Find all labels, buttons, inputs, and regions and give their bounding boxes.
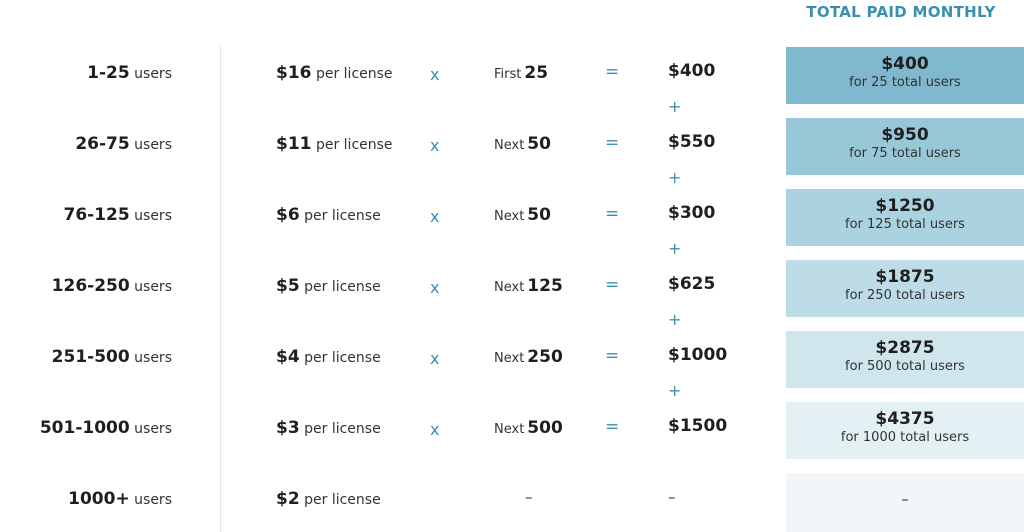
- monthly-total-amount: $1250: [875, 196, 935, 216]
- license-price: [276, 63, 393, 83]
- per-license-label: per license: [315, 137, 393, 153]
- license-quantity: [494, 205, 551, 225]
- license-price-value: $5: [276, 276, 300, 296]
- quantity-word: Next: [494, 138, 525, 153]
- user-range-value: 501-1000: [39, 418, 130, 438]
- monthly-total-amount: $1875: [875, 267, 935, 287]
- plus-sign: +: [668, 97, 682, 116]
- monthly-total-note: for 1000 total users: [840, 430, 970, 445]
- users-label: users: [134, 421, 172, 437]
- license-quantity: [494, 63, 548, 83]
- license-price: [276, 347, 381, 367]
- license-price: [276, 276, 381, 296]
- pricing-tier-row: [0, 402, 1024, 474]
- monthly-total-cell: [786, 189, 1024, 246]
- multiply-sign: x: [430, 420, 440, 439]
- multiply-sign: x: [430, 207, 440, 226]
- user-range-value: 26-75: [75, 134, 130, 154]
- license-quantity: [494, 418, 563, 438]
- quantity-dash: –: [525, 488, 533, 506]
- tier-subtotal: $1500: [668, 416, 728, 436]
- user-range-value: 251-500: [51, 347, 130, 367]
- monthly-total-note: for 250 total users: [845, 288, 965, 303]
- quantity-word: Next: [494, 351, 525, 366]
- per-license-label: per license: [304, 279, 381, 295]
- users-label: users: [134, 66, 172, 82]
- license-price-value: $2: [276, 489, 300, 509]
- license-quantity: [494, 347, 563, 367]
- quantity-number: 50: [527, 134, 551, 154]
- users-label: users: [134, 350, 172, 366]
- quantity-word: Next: [494, 209, 525, 224]
- tier-subtotal: $400: [668, 61, 716, 81]
- monthly-total-note: for 75 total users: [849, 146, 961, 161]
- monthly-total-amount: $2875: [875, 338, 935, 358]
- plus-sign: +: [668, 310, 682, 329]
- multiply-sign: x: [430, 349, 440, 368]
- user-range: [40, 418, 172, 438]
- license-price: [276, 134, 393, 154]
- user-range: [75, 134, 172, 154]
- monthly-total-cell: [786, 260, 1024, 317]
- users-label: users: [134, 279, 172, 295]
- pricing-tier-row: [0, 473, 1024, 532]
- tier-subtotal: $550: [668, 132, 716, 152]
- monthly-total-cell: [786, 118, 1024, 175]
- license-price-value: $6: [276, 205, 300, 225]
- plus-sign: +: [668, 381, 682, 400]
- user-range: [52, 276, 172, 296]
- monthly-total-note: for 25 total users: [849, 75, 961, 90]
- monthly-total-cell: [786, 473, 1024, 532]
- multiply-sign: x: [430, 278, 440, 297]
- monthly-total-amount: $400: [881, 54, 929, 74]
- equals-sign: =: [605, 275, 620, 295]
- quantity-number: 50: [527, 205, 551, 225]
- equals-sign: =: [605, 417, 620, 437]
- pricing-tier-row: [0, 118, 1024, 190]
- user-range-value: 126-250: [51, 276, 130, 296]
- quantity-number: 250: [527, 347, 563, 367]
- per-license-label: per license: [304, 208, 381, 224]
- users-label: users: [134, 492, 172, 508]
- total-paid-monthly-header: TOTAL PAID MONTHLY: [806, 3, 996, 21]
- license-price: [276, 418, 381, 438]
- license-price-value: $4: [276, 347, 300, 367]
- subtotal-dash: –: [668, 488, 676, 506]
- monthly-total-cell: [786, 331, 1024, 388]
- pricing-tier-row: [0, 260, 1024, 332]
- quantity-number: 500: [527, 418, 563, 438]
- user-range: [64, 205, 173, 225]
- pricing-tier-row: [0, 47, 1024, 119]
- monthly-total-cell: [786, 402, 1024, 459]
- license-price: [276, 489, 381, 509]
- license-price-value: $3: [276, 418, 300, 438]
- per-license-label: per license: [304, 492, 381, 508]
- equals-sign: =: [605, 133, 620, 153]
- pricing-tier-row: [0, 331, 1024, 403]
- monthly-total-note: for 125 total users: [845, 217, 965, 232]
- monthly-total-cell: [786, 47, 1024, 104]
- equals-sign: =: [605, 346, 620, 366]
- multiply-sign: x: [430, 65, 440, 84]
- per-license-label: per license: [304, 421, 381, 437]
- plus-sign: +: [668, 239, 682, 258]
- per-license-label: per license: [304, 350, 381, 366]
- quantity-number: 125: [527, 276, 563, 296]
- tier-subtotal: $1000: [668, 345, 728, 365]
- tier-subtotal: $625: [668, 274, 716, 294]
- monthly-total-dash: –: [901, 490, 909, 508]
- license-price: [276, 205, 381, 225]
- license-quantity: [494, 134, 551, 154]
- users-label: users: [134, 208, 172, 224]
- monthly-total-amount: $950: [881, 125, 929, 145]
- user-range: [52, 347, 172, 367]
- user-range-value: 76-125: [63, 205, 130, 225]
- license-quantity: [494, 276, 563, 296]
- equals-sign: =: [605, 204, 620, 224]
- user-range-value: 1000+: [68, 489, 130, 509]
- quantity-word: Next: [494, 422, 525, 437]
- equals-sign: =: [605, 62, 620, 82]
- license-price-value: $16: [276, 63, 312, 83]
- monthly-total-note: for 500 total users: [845, 359, 965, 374]
- user-range-value: 1-25: [87, 63, 130, 83]
- license-price-value: $11: [276, 134, 312, 154]
- per-license-label: per license: [315, 66, 393, 82]
- monthly-total-amount: $4375: [875, 409, 935, 429]
- plus-sign: +: [668, 168, 682, 187]
- pricing-tier-row: [0, 189, 1024, 261]
- user-range: [87, 63, 172, 83]
- quantity-word: Next: [494, 280, 525, 295]
- quantity-number: 25: [524, 63, 549, 83]
- users-label: users: [134, 137, 172, 153]
- user-range: [68, 489, 172, 509]
- quantity-word: First: [494, 67, 522, 82]
- tier-subtotal: $300: [668, 203, 716, 223]
- multiply-sign: x: [430, 136, 440, 155]
